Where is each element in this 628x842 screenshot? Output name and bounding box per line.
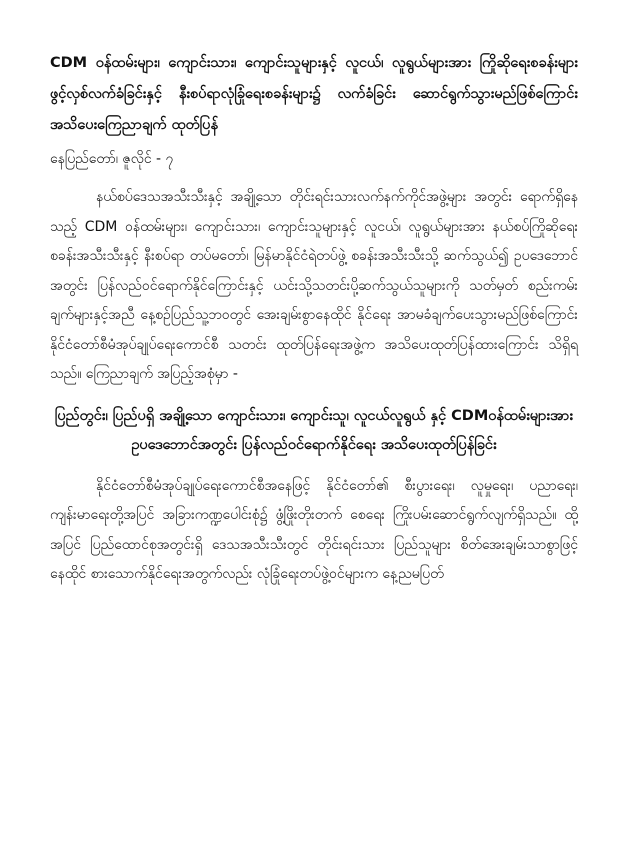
- article-headline: CDM ဝန်ထမ်းများ၊ ကျောင်းသား၊ ကျောင်းသူများနှင့် လူငယ်၊ လူရွယ်များအား ကြိုဆိုရေးစခန်းများ ဖွင့်လှစ်လက်ခံခြင်းနှင့် နီးစပ်ရာလုံခြုံရေးစခန်းများ၌ လက်ခံခြင်း ဆောင်ရွက်သွားမည်ဖြစ်ကြောင်း အသိပေးကြေညာချက် ထုတ်ပြန်: [50, 55, 578, 133]
- article-paragraph-2: နိုင်ငံတော်စီမံအုပ်ချုပ်ရေးကောင်စီအနေဖြင့် နိုင်ငံတော်၏ စီးပွားရေး၊ လူမှုရေး၊ ပညာရေး၊ ကျန်းမာရေးတို့အပြင် အခြားကဏ္ဍပေါင်းစုံ၌ ဖွံ့ဖြိုးတိုးတက် စေရေး ကြိုးပမ်းဆောင်ရွက်လျက်ရှိသည်။ ထို့အပြင် ပြည်ထောင်စုအတွင်းရှိ ဒေသအသီးသီးတွင် တိုင်းရင်းသား ပြည်သူများ စိတ်အေးချမ်းသာစွာဖြင့် နေထိုင် စားသောက်နိုင်ရေးအတွက်လည်း လုံခြုံရေးတပ်ဖွဲ့ဝင်များက နေ့ညမပြတ်: [50, 477, 578, 582]
- article-paragraph-1: နယ်စပ်ဒေသအသီးသီးနှင့် အချို့သော တိုင်းရင်းသားလက်နက်ကိုင်အဖွဲ့များ အတွင်း ရောက်ရှိနေသည့် CDM ဝန်ထမ်းများ၊ ကျောင်းသား၊ ကျောင်းသူများနှင့် လူငယ်၊ လူရွယ်များအား နယ်စပ်ကြိုဆိုရေးစခန်းအသီးသီးနှင့် နီးစပ်ရာ တပ်မတော်၊ မြန်မာနိုင်ငံရဲတပ်ဖွဲ့ စခန်းအသီးသီးသို့ ဆက်သွယ်၍ ဥပဒေဘောင်အတွင်း ပြန်လည်ဝင်ရောက်နိုင်ကြောင်းနှင့် ယင်းသို့သတင်းပို့ဆက်သွယ်သူများကို သတ်မှတ် စည်းကမ်းချက်များနှင့်အညီ နေ့စဉ်ပြည်သူ့ဘဝတွင် အေးချမ်းစွာနေထိုင် နိုင်ရေး အာမခံချက်ပေးသွားမည်ဖြစ်ကြောင်း နိုင်ငံတော်စီမံအုပ်ချုပ်ရေးကောင်စီ သတင်း ထုတ်ပြန်ရေးအဖွဲ့က အသိပေးထုတ်ပြန်ထားကြောင်း သိရှိရသည်။ ကြေညာချက် အပြည့်အစုံမှာ -: [50, 189, 578, 382]
- article-dateline: နေပြည်တော်၊ ဇူလိုင် - ၇: [50, 151, 174, 167]
- statement-subheading: ပြည်တွင်း၊ ပြည်ပရှိ အချို့သော ကျောင်းသား၊ ကျောင်းသူ၊ လူငယ်လူရွယ် နှင့် CDMဝန်ထမ်းများအား ဥပဒေဘောင်အတွင်း ပြန်လည်ဝင်ရောက်နိုင်ရေး အသိပေးထုတ်ပြန်ခြင်း: [54, 407, 574, 453]
